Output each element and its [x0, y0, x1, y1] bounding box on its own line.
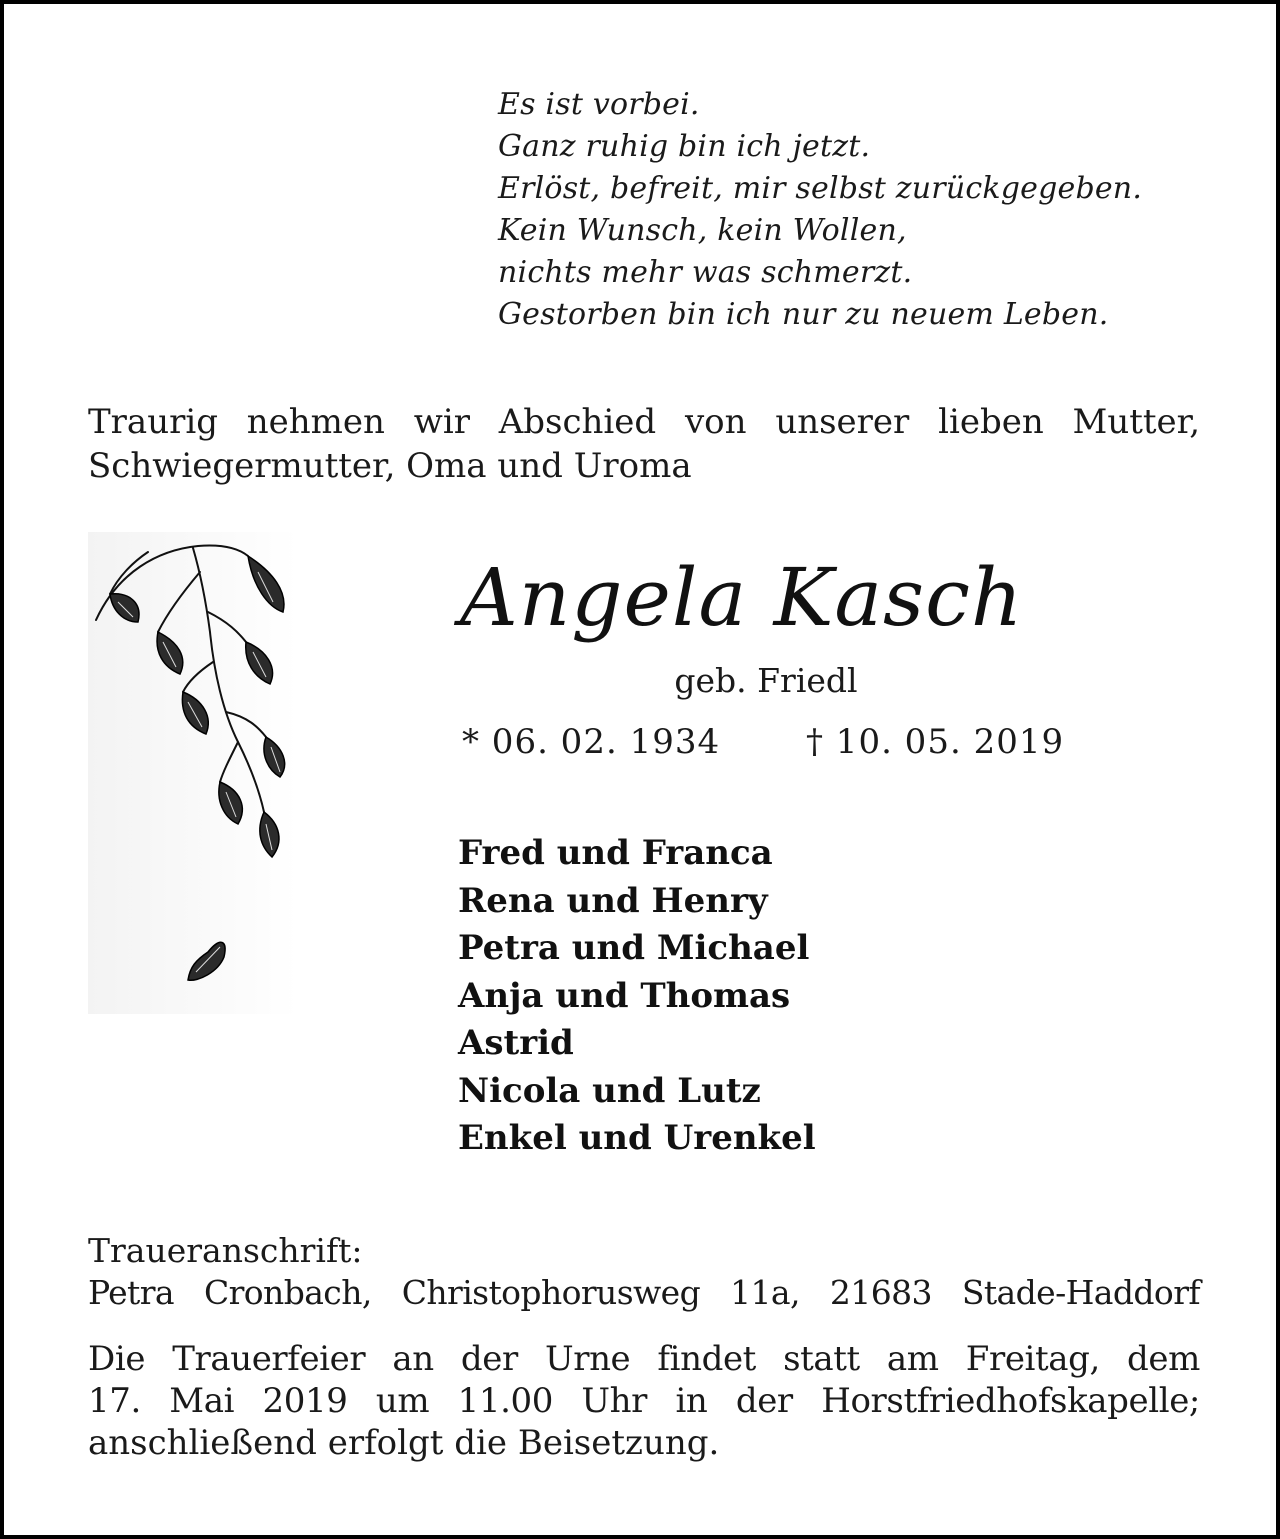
maiden-name: geb. Friedl — [674, 661, 858, 700]
death-date: † 10. 05. 2019 — [806, 722, 1065, 762]
service-line: Die Trauerfeier an der Urne findet statt am Freitag, dem — [88, 1339, 1200, 1379]
poem-line: Gestorben bin ich nur zu neuem Leben. — [498, 297, 1109, 332]
mourner-entry: Anja und Thomas — [458, 975, 791, 1016]
birch-branch-leaves-icon — [88, 532, 298, 1014]
poem-line: Kein Wunsch, kein Wollen, — [498, 213, 907, 248]
poem-line: Ganz ruhig bin ich jetzt. — [498, 129, 871, 164]
mourner-entry: Petra und Michael — [458, 928, 810, 968]
mourner-entry: Astrid — [458, 1023, 574, 1063]
deceased-name: Angela Kasch — [460, 551, 1024, 644]
poem-line: Erlöst, befreit, mir selbst zurückgegeben. — [498, 171, 1143, 206]
address-label: Traueranschrift: — [88, 1231, 363, 1270]
birth-date: * 06. 02. 1934 — [462, 722, 721, 762]
intro-text — [88, 400, 1200, 488]
intro-line: Schwiegermutter, Oma und Uroma — [88, 446, 692, 486]
address-line: Petra Cronbach, Christophorusweg 11a, 21683 Stade-Haddorf — [88, 1273, 1200, 1312]
intro-line: Traurig nehmen wir Abschied von unserer lieben Mutter, — [88, 402, 1200, 442]
mourner-entry: Enkel und Urenkel — [458, 1118, 816, 1158]
condolence-address — [88, 1230, 1200, 1314]
mourner-entry: Nicola und Lutz — [458, 1070, 761, 1111]
mourner-entry: Rena und Henry — [458, 880, 768, 921]
mourners-list — [458, 830, 816, 1163]
funeral-service-info — [88, 1338, 1200, 1464]
mourner-entry: Fred und Franca — [458, 833, 773, 873]
poem-line: Es ist vorbei. — [498, 87, 700, 122]
poem-line: nichts mehr was schmerzt. — [498, 255, 913, 290]
service-line: anschließend erfolgt die Beisetzung. — [88, 1423, 720, 1463]
poem — [498, 84, 1142, 336]
service-line: 17. Mai 2019 um 11.00 Uhr in der Horstfriedhofskapelle; — [88, 1381, 1200, 1421]
